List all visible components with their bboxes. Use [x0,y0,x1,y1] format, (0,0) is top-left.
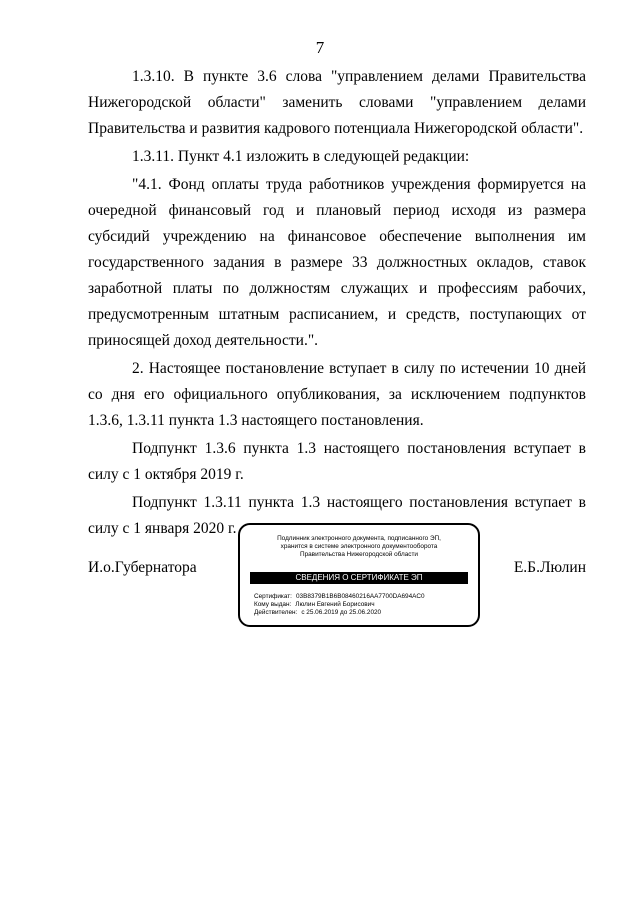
signatory-title: И.о.Губернатора [88,559,197,576]
paragraph-2-effective-date: 2. Настоящее постановление вступает в силу по истечении 10 дней со дня его официального опубликования, за исключением подпунктов 1.3.6, 1.3.11 пункта 1.3 настоящего постановления. [88,360,586,429]
validity-line [254,609,472,617]
signature-block [88,523,586,631]
signatory-name: Е.Б.Люлин [513,559,586,576]
certificate-stamp [238,523,480,627]
page-number: 7 [315,38,325,57]
issued-to-value: Люлин Евгений Борисович [295,601,375,609]
paragraph-subpoint-1-3-6: Подпункт 1.3.6 пункта 1.3 настоящего постановления вступает в силу с 1 октября 2019 г. [88,440,586,483]
stamp-header-line: Подлинник электронного документа, подписанного ЭП, [277,535,441,542]
stamp-banner: СВЕДЕНИЯ О СЕРТИФИКАТЕ ЭП [250,572,468,584]
stamp-header-line: Правительства Нижегородской области [299,551,419,559]
paragraph-4-1-quote: "4.1. Фонд оплаты труда работников учреждения формируется на очередной финансовый год и плановый период исходя из размера субсидий учреждению на финансовое обеспечение выполнения им государственного задания в размере 33 должностных окладов, ставок заработной платы по должностям служащих и профессиям рабочих, предусмотренным штатным расписанием, и средств, поступающих от приносящей доход деятельности.". [88,176,586,349]
paragraph-1-3-11: 1.3.11. Пункт 4.1 изложить в следующей редакции: [132,148,470,165]
validity-label: Действителен: [254,609,298,617]
stamp-header-line: хранится в системе электронного документооборота [280,543,438,551]
issued-to-label: Кому выдан: [254,601,292,609]
document-body [88,64,586,544]
paragraph-subpoint-1-3-11: Подпункт 1.3.11 пункта 1.3 настоящего постановления вступает в силу с 1 января 2020 г. [88,494,586,537]
validity-value: с 25.06.2019 до 25.06.2020 [301,609,382,617]
stamp-header [240,535,478,560]
certificate-value: 03B8379B1B6B08460216AA7700DA694AC0 [295,593,425,600]
paragraph-1-3-10: 1.3.10. В пункте 3.6 слова "управлением делами Правительства Нижегородской области" заменить словами "управлением делами Правительства и развития кадрового потенциала Нижегородской области". [88,68,586,137]
certificate-line [254,593,472,601]
certificate-label: Сертификат: [254,593,292,600]
stamp-details [254,593,472,618]
